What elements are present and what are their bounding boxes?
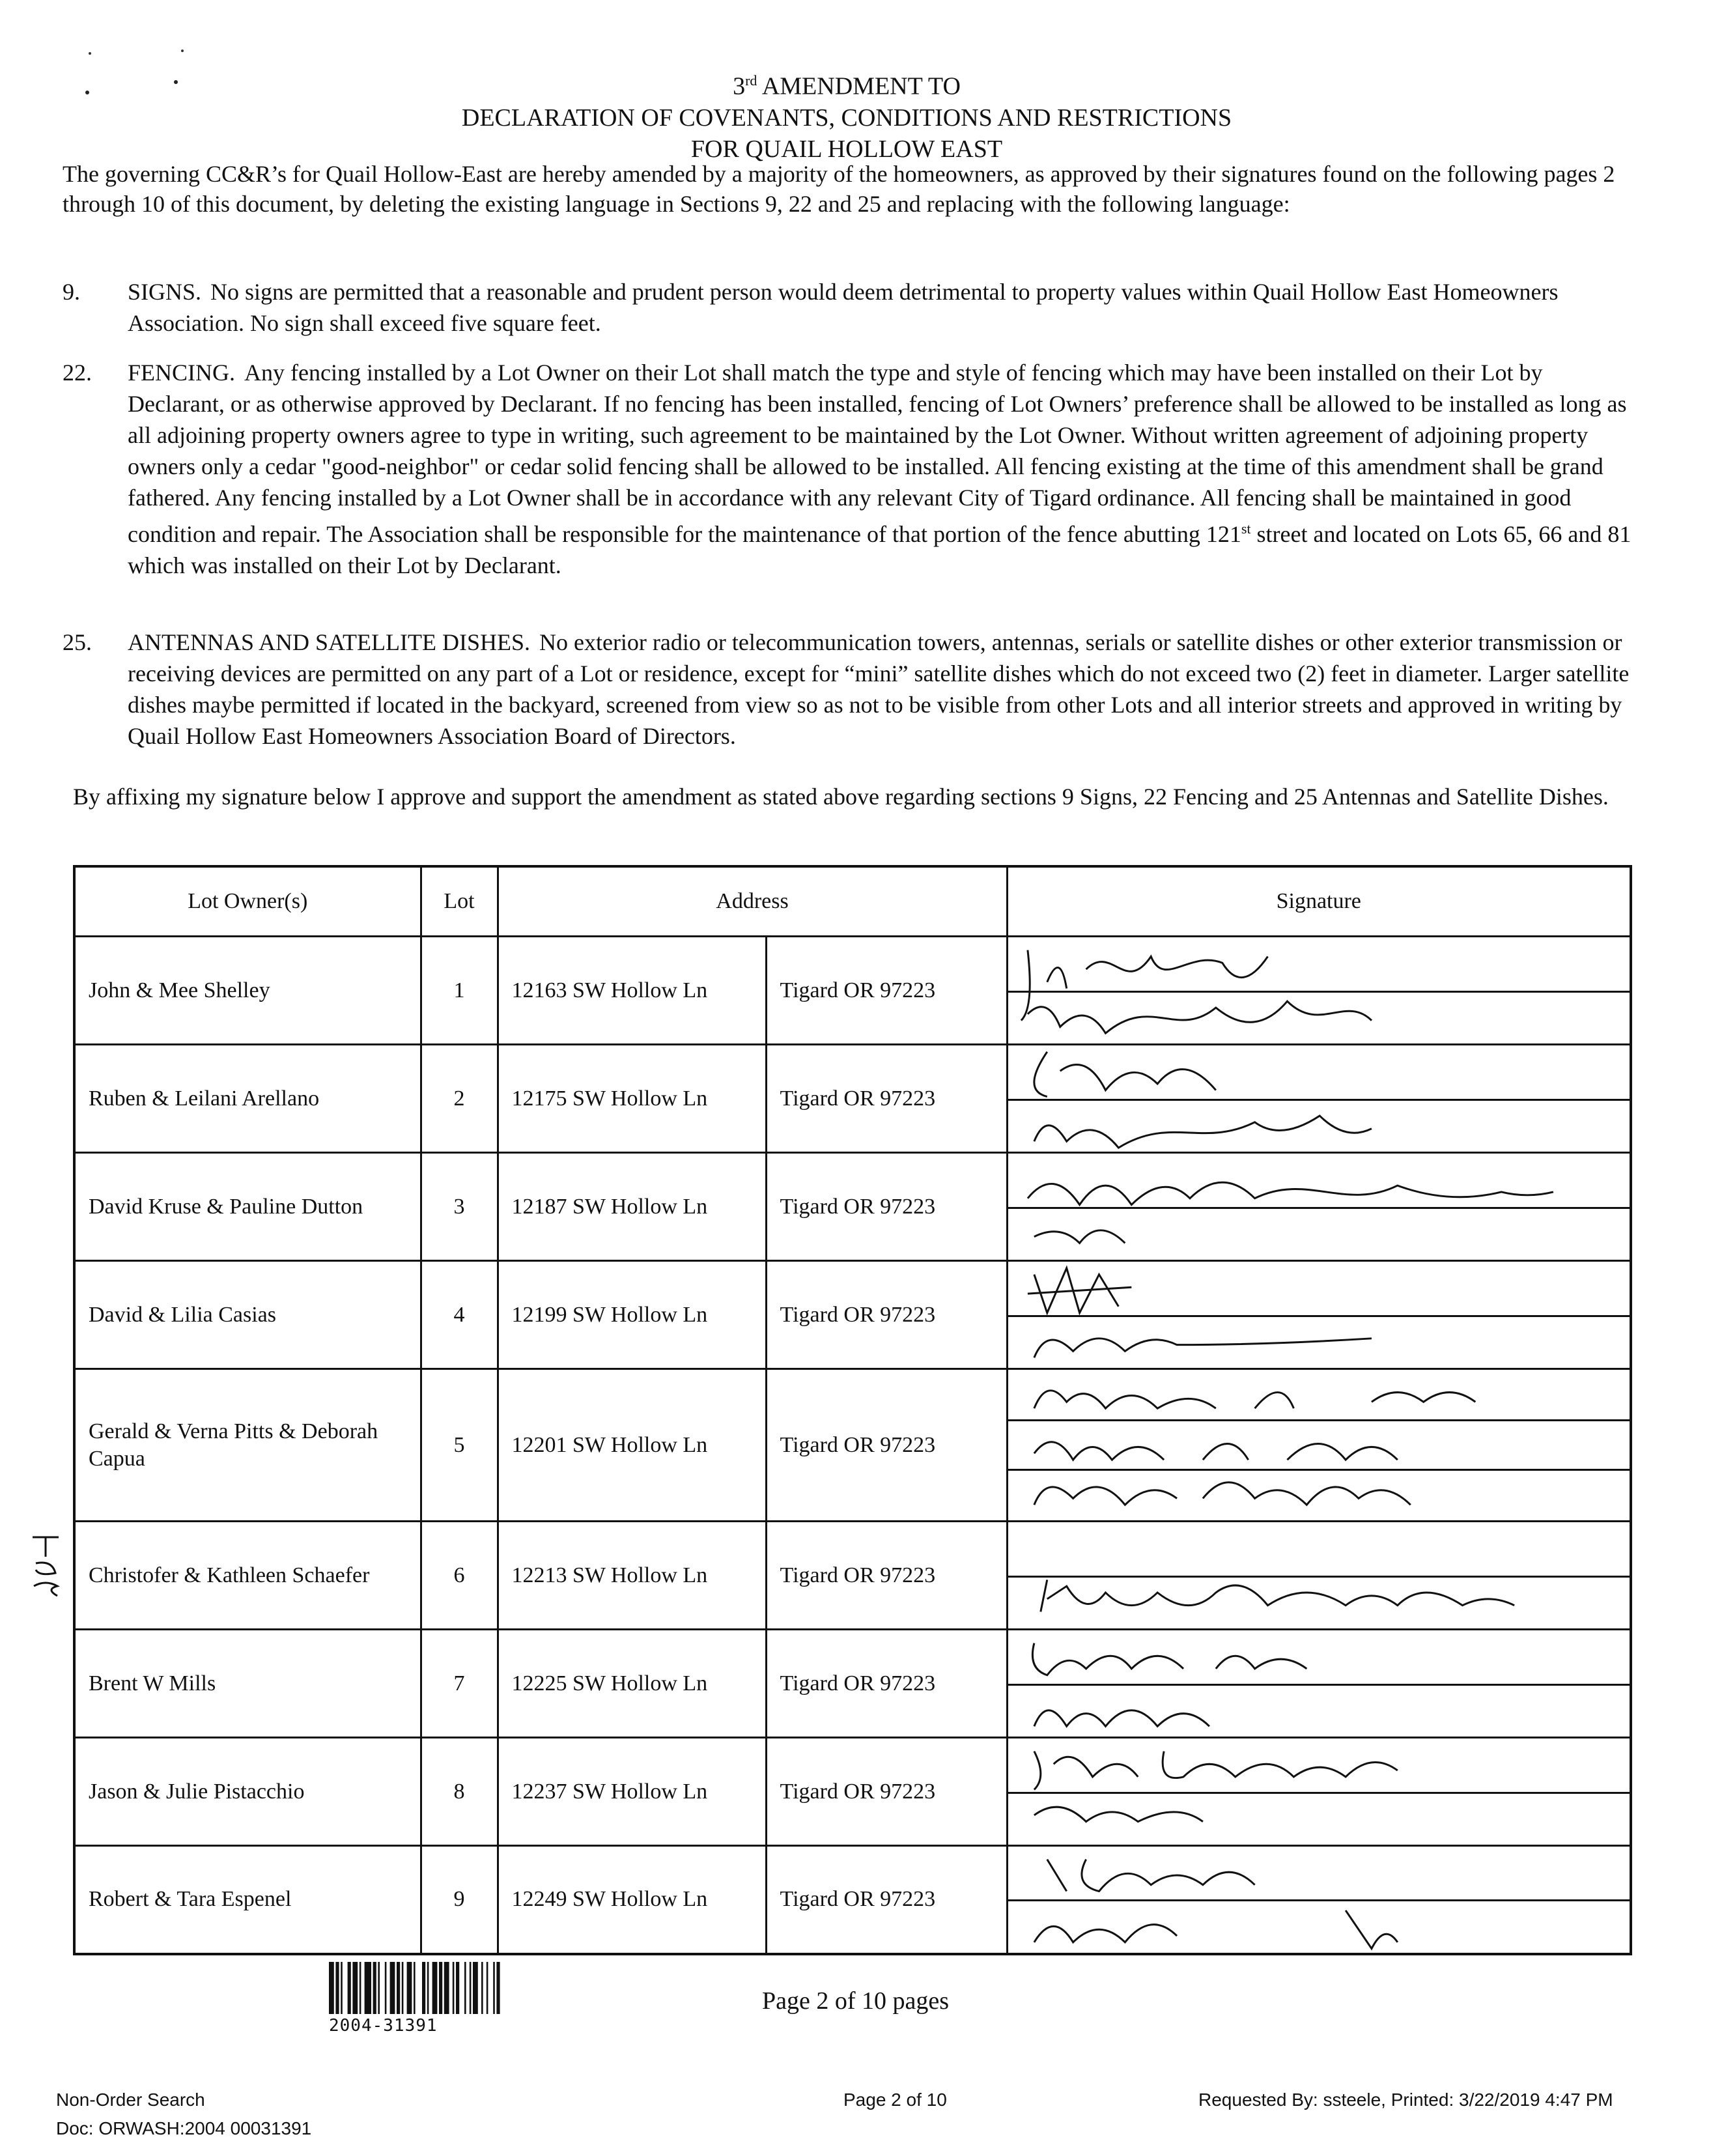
lot-cell: 8 [421, 1738, 498, 1846]
signature-cell [1007, 1738, 1631, 1846]
title-line-1: 3rd AMENDMENT TO [733, 72, 961, 100]
barcode [329, 1962, 622, 2014]
table-row [74, 937, 1631, 1045]
section-text-continued: street and located on Lots 65, 66 and 81 which was installed on their Lot by Declarant. [128, 521, 1631, 578]
owner-cell: Jason & Julie Pistacchio [74, 1738, 421, 1846]
signature-cell [1007, 1846, 1631, 1954]
owner-cell: David Kruse & Pauline Dutton [74, 1153, 421, 1261]
intro-paragraph: The governing CC&R’s for Quail Hollow-East are hereby amended by a majority of the homeowners, as approved by their signatures found on the following pages 2 through 10 of this document, by deleting the existing language in Sections 9, 22 and 25 and replacing with the following language: [63, 161, 1615, 217]
owner-cell: Brent W Mills [74, 1630, 421, 1738]
title-line-2: DECLARATION OF COVENANTS, CONDITIONS AND RESTRICTIONS [461, 104, 1232, 132]
lot-cell: 4 [421, 1261, 498, 1369]
signature-cell [1007, 1153, 1631, 1261]
section-heading: ANTENNAS AND SATELLITE DISHES. [128, 629, 530, 655]
table-row [74, 1045, 1631, 1153]
street-cell: 12187 SW Hollow Ln [498, 1153, 766, 1261]
lot-cell: 9 [421, 1846, 498, 1954]
table-row [74, 1846, 1631, 1954]
owner-cell: Robert & Tara Espenel [74, 1846, 421, 1954]
table-row [74, 1153, 1631, 1261]
owner-cell: David & Lilia Casias [74, 1261, 421, 1369]
lot-cell: 1 [421, 937, 498, 1045]
handwritten-signature [1008, 1154, 1630, 1260]
lot-owner-table [73, 865, 1632, 1955]
street-cell: 12175 SW Hollow Ln [498, 1045, 766, 1153]
signature-cell [1007, 937, 1631, 1045]
city-cell: Tigard OR 97223 [766, 1369, 1007, 1522]
city-cell: Tigard OR 97223 [766, 1261, 1007, 1369]
handwritten-signature [1008, 1847, 1630, 1953]
lot-cell: 5 [421, 1369, 498, 1522]
owner-cell: Ruben & Leilani Arellano [74, 1045, 421, 1153]
page-label: Page 2 of 10 pages [762, 1987, 950, 2015]
lot-cell: 2 [421, 1045, 498, 1153]
table-row [74, 1738, 1631, 1846]
handwritten-signature [1008, 1522, 1630, 1628]
approval-statement: By affixing my signature below I approve and support the amendment as stated above regarding sections 9 Signs, 22 Fencing and 25 Antennas and Satellite Dishes. [73, 784, 1609, 810]
barcode-number: 2004-31391 [329, 2016, 438, 2035]
city-cell: Tigard OR 97223 [766, 1630, 1007, 1738]
table-row [74, 1369, 1631, 1522]
section-heading: SIGNS. [128, 279, 202, 305]
document-title [130, 65, 1563, 165]
handwritten-signature [1008, 1738, 1630, 1845]
section-22 [63, 357, 1645, 581]
street-cell: 12199 SW Hollow Ln [498, 1261, 766, 1369]
section-9 [63, 276, 1645, 339]
table-row [74, 1261, 1631, 1369]
street-cell: 12213 SW Hollow Ln [498, 1522, 766, 1630]
footer-page: Page 2 of 10 [843, 2090, 947, 2110]
street-cell: 12201 SW Hollow Ln [498, 1369, 766, 1522]
footer-doc-id: Doc: ORWASH:2004 00031391 [56, 2118, 312, 2138]
table-header-row [74, 866, 1631, 937]
street-cell: 12225 SW Hollow Ln [498, 1630, 766, 1738]
signature-cell [1007, 1522, 1631, 1630]
owner-cell: John & Mee Shelley [74, 937, 421, 1045]
table-row [74, 1522, 1631, 1630]
signature-cell [1007, 1369, 1631, 1522]
table-row [74, 1630, 1631, 1738]
owner-cell: Christofer & Kathleen Schaefer [74, 1522, 421, 1630]
lot-cell: 6 [421, 1522, 498, 1630]
signature-cell [1007, 1630, 1631, 1738]
section-number: 22. [63, 360, 92, 386]
section-number: 9. [63, 279, 80, 305]
footer-search-type: Non-Order Search [56, 2090, 205, 2110]
handwritten-signature [1008, 1370, 1630, 1520]
city-cell: Tigard OR 97223 [766, 1522, 1007, 1630]
street-cell: 12249 SW Hollow Ln [498, 1846, 766, 1954]
section-text: No signs are permitted that a reasonable and prudent person would deem detrimental to property values within Quail Hollow East Homeowners Association. No sign shall exceed five square feet. [128, 279, 1559, 336]
city-cell: Tigard OR 97223 [766, 1153, 1007, 1261]
city-cell: Tigard OR 97223 [766, 1738, 1007, 1846]
city-cell: Tigard OR 97223 [766, 937, 1007, 1045]
handwritten-signature [1008, 937, 1630, 1043]
lot-cell: 3 [421, 1153, 498, 1261]
section-number: 25. [63, 629, 92, 655]
signature-cell [1007, 1045, 1631, 1153]
section-text: Any fencing installed by a Lot Owner on their Lot shall match the type and style of fencing which may have been installed on their Lot by Declarant, or as otherwise approved by Declarant. If no fencing has been installed, fencing of Lot Owners’ preference shall be allowed to be installed as long as all adjoining property owners agree to type in writing, such agreement to be maintained by the Lot Owner. Without written agreement of adjoining property owners only a cedar "good-neighbor" or cedar solid fencing shall be allowed to be installed. All fencing existing at the time of this amendment shall be grand fathered. Any fencing installed by a Lot Owner shall be in accordance with any relevant City of Tigard ordinance. All fencing shall be maintained in good condition and repair. The Association shall be responsible for the maintenance of that portion of the fence abutting 121 [128, 360, 1627, 547]
handwritten-signature [1008, 1262, 1630, 1368]
title-line-3: FOR QUAIL HOLLOW EAST [690, 135, 1003, 163]
margin-initials [26, 1524, 65, 1602]
header-signature: Signature [1007, 866, 1631, 937]
header-address: Address [498, 866, 1007, 937]
owner-cell: Gerald & Verna Pitts & Deborah Capua [74, 1369, 421, 1522]
signature-cell [1007, 1261, 1631, 1369]
section-25 [63, 627, 1645, 752]
section-heading: FENCING. [128, 360, 236, 386]
handwritten-signature [1008, 1630, 1630, 1737]
city-cell: Tigard OR 97223 [766, 1045, 1007, 1153]
handwritten-signature [1008, 1045, 1630, 1152]
header-lot-owner: Lot Owner(s) [74, 866, 421, 937]
header-lot: Lot [421, 866, 498, 937]
street-cell: 12237 SW Hollow Ln [498, 1738, 766, 1846]
ordinal-suffix: st [1241, 520, 1251, 537]
footer-requested-by: Requested By: ssteele, Printed: 3/22/2019 4:47 PM [1198, 2090, 1613, 2110]
lot-cell: 7 [421, 1630, 498, 1738]
section-text: No exterior radio or telecommunication towers, antennas, serials or satellite dishes or other exterior transmission or receiving devices are permitted on any part of a Lot or residence, except for “mini” satellite dishes which do not exceed two (2) feet in diameter. Larger satellite dishes maybe permitted if located in the backyard, screened from view so as not to be visible from other Lots and all interior streets and approved in writing by Quail Hollow East Homeowners Association Board of Directors. [128, 629, 1630, 749]
city-cell: Tigard OR 97223 [766, 1846, 1007, 1954]
street-cell: 12163 SW Hollow Ln [498, 937, 766, 1045]
